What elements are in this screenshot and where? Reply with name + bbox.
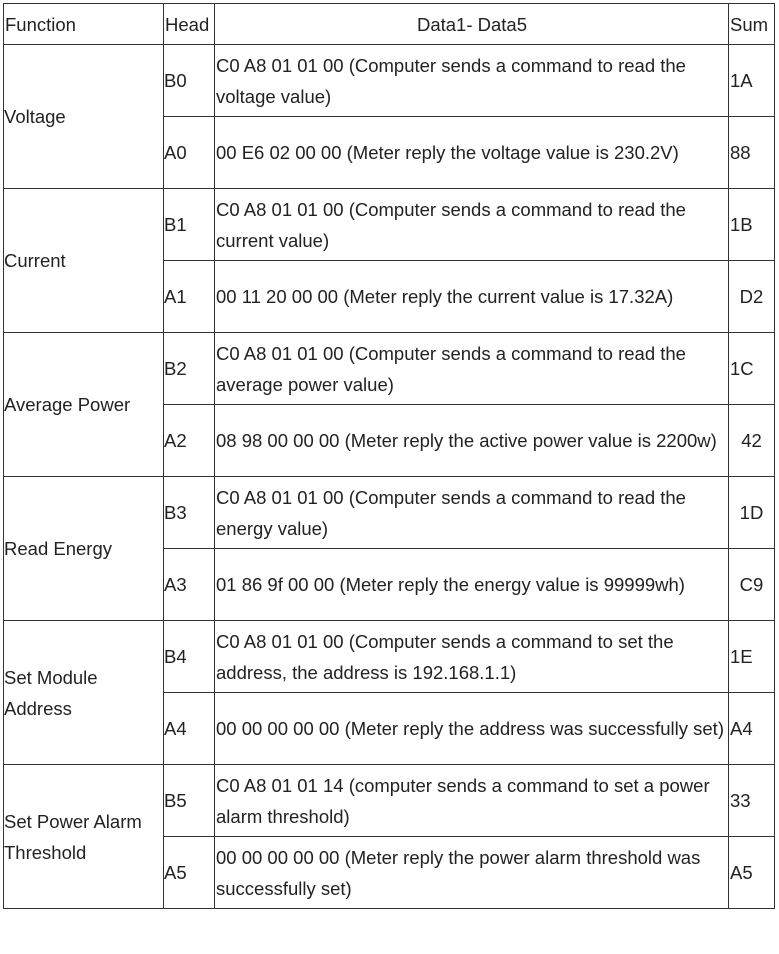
data-cell: C0 A8 01 01 14 (computer sends a command to set a power alarm threshold) [215, 765, 729, 837]
header-function: Function [4, 4, 164, 45]
function-cell: Voltage [4, 45, 164, 189]
table-row [4, 621, 775, 693]
head-cell: B0 [164, 45, 215, 117]
data-cell: C0 A8 01 01 00 (Computer sends a command to read the energy value) [215, 477, 729, 549]
head-cell: B1 [164, 189, 215, 261]
sum-cell: A4 [729, 693, 775, 765]
header-head: Head [164, 4, 215, 45]
head-cell: A0 [164, 117, 215, 189]
data-cell: C0 A8 01 01 00 (Computer sends a command to read the average power value) [215, 333, 729, 405]
function-cell: Set Power Alarm Threshold [4, 765, 164, 909]
head-cell: B4 [164, 621, 215, 693]
head-cell: A3 [164, 549, 215, 621]
head-cell: A5 [164, 837, 215, 909]
sum-cell: 1B [729, 189, 775, 261]
table-body [4, 45, 775, 909]
data-cell: 08 98 00 00 00 (Meter reply the active power value is 2200w) [215, 405, 729, 477]
head-cell: B3 [164, 477, 215, 549]
sum-cell: C9 [729, 549, 775, 621]
function-cell: Set Module Address [4, 621, 164, 765]
command-table [3, 3, 775, 909]
data-cell: 00 00 00 00 00 (Meter reply the address was successfully set) [215, 693, 729, 765]
sum-cell: D2 [729, 261, 775, 333]
data-cell: 00 E6 02 00 00 (Meter reply the voltage value is 230.2V) [215, 117, 729, 189]
data-cell: 00 00 00 00 00 (Meter reply the power alarm threshold was successfully set) [215, 837, 729, 909]
table-row [4, 477, 775, 549]
sum-cell: 1E [729, 621, 775, 693]
function-cell: Read Energy [4, 477, 164, 621]
sum-cell: 1C [729, 333, 775, 405]
table-row [4, 189, 775, 261]
head-cell: A4 [164, 693, 215, 765]
function-cell: Average Power [4, 333, 164, 477]
sum-cell: 1A [729, 45, 775, 117]
function-cell: Current [4, 189, 164, 333]
sum-cell: 1D [729, 477, 775, 549]
header-sum: Sum [729, 4, 775, 45]
data-cell: C0 A8 01 01 00 (Computer sends a command to read the current value) [215, 189, 729, 261]
sum-cell: 33 [729, 765, 775, 837]
data-cell: 01 86 9f 00 00 (Meter reply the energy value is 99999wh) [215, 549, 729, 621]
header-data: Data1- Data5 [215, 4, 729, 45]
head-cell: B5 [164, 765, 215, 837]
table-row [4, 45, 775, 117]
data-cell: C0 A8 01 01 00 (Computer sends a command to set the address, the address is 192.168.1.1) [215, 621, 729, 693]
sum-cell: A5 [729, 837, 775, 909]
head-cell: A2 [164, 405, 215, 477]
sum-cell: 88 [729, 117, 775, 189]
data-cell: 00 11 20 00 00 (Meter reply the current value is 17.32A) [215, 261, 729, 333]
table-row [4, 333, 775, 405]
header-row [4, 4, 775, 45]
sum-cell: 42 [729, 405, 775, 477]
head-cell: A1 [164, 261, 215, 333]
data-cell: C0 A8 01 01 00 (Computer sends a command to read the voltage value) [215, 45, 729, 117]
head-cell: B2 [164, 333, 215, 405]
table-row [4, 765, 775, 837]
